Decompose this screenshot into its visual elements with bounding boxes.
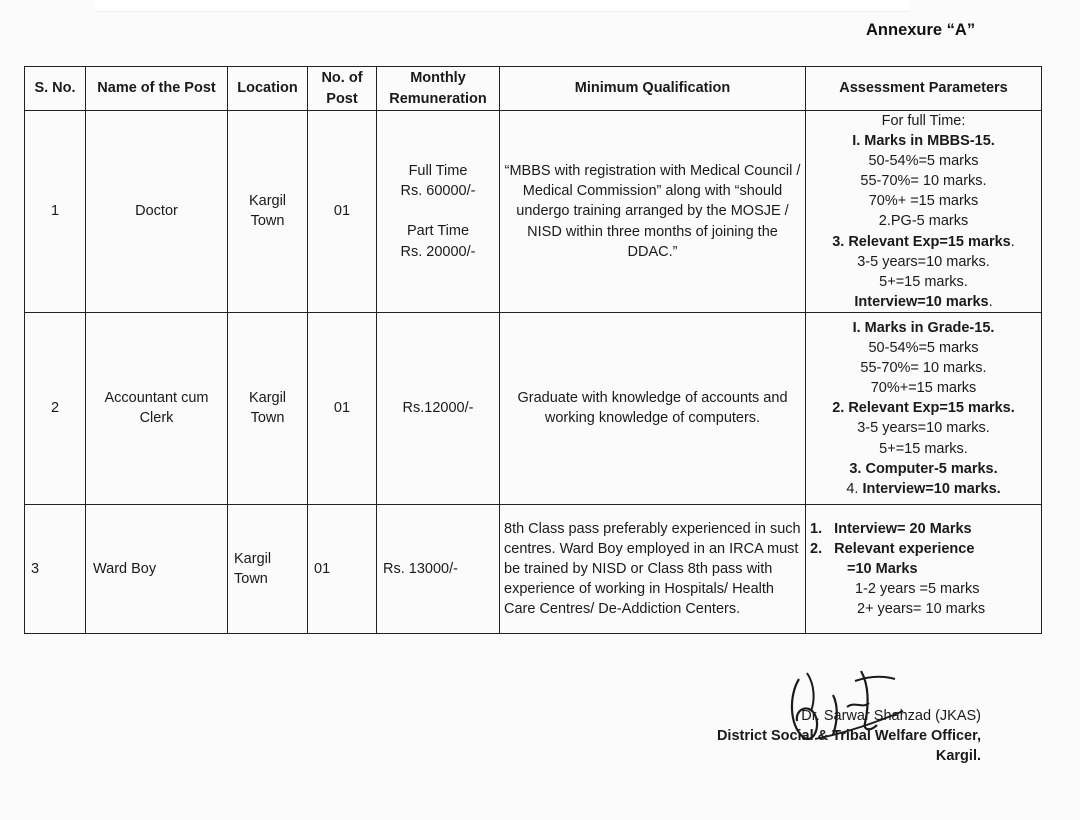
location-line: Town xyxy=(234,570,268,587)
signatory-place: Kargil. xyxy=(935,748,981,764)
assessment-line: I. Marks in Grade-15. xyxy=(852,320,995,337)
cell-qualification: Graduate with knowledge of accounts and working knowledge of computers. xyxy=(500,312,806,504)
cell-count: 01 xyxy=(308,504,377,633)
cell-sno: 1 xyxy=(25,111,86,313)
cell-remuneration: Rs. 13000/- xyxy=(377,504,500,633)
header-remuneration: Monthly Remuneration xyxy=(377,67,500,111)
posts-table xyxy=(24,66,1042,634)
cell-location xyxy=(228,312,308,504)
header-assessment: Assessment Parameters xyxy=(806,67,1042,111)
assessment-line: 3. Relevant Exp=15 marks. xyxy=(832,233,1015,250)
assessment-line: 2. Relevant experience xyxy=(810,540,975,557)
table-row xyxy=(25,312,1042,504)
cell-location xyxy=(228,504,308,633)
header-count: No. of Post xyxy=(308,67,377,111)
cell-qualification: 8th Class pass preferably experienced in such centres. Ward Boy employed in an IRCA must be trained by NISD or Class 8th pass with experience of working in Hospitals/ Health Care Centres/ De-Addiction Centers. xyxy=(500,504,806,633)
remuneration-full-amount: Rs. 60000/- xyxy=(400,183,476,200)
assessment-line: 50-54%=5 marks xyxy=(868,340,979,357)
assessment-line: 5+=15 marks. xyxy=(879,440,968,457)
signatory-details xyxy=(717,706,981,766)
assessment-line: 1. Interview= 20 Marks xyxy=(810,520,972,537)
cell-count: 01 xyxy=(308,111,377,313)
assessment-line: 55-70%= 10 marks. xyxy=(860,173,987,190)
assessment-text: Interview=10 marks xyxy=(854,293,989,310)
assessment-line: 3-5 years=10 marks. xyxy=(857,420,990,437)
annexure-title: Annexure “A” xyxy=(866,21,976,39)
location-line: Town xyxy=(250,213,285,230)
assessment-line: 70%+ =15 marks xyxy=(868,193,979,210)
header-sno: S. No. xyxy=(25,67,86,111)
cell-qualification: “MBBS with registration with Medical Council / Medical Commission” along with “should undergo training arranged by the MOSJE / NISD within three months of joining the DDAC.” xyxy=(500,111,806,313)
location-line: Kargil xyxy=(248,193,287,210)
cell-assessment xyxy=(806,504,1042,633)
assessment-text: Interview=10 marks. xyxy=(862,480,1001,497)
signatory-name: Dr. Sarwar Shahzad (JKAS) xyxy=(801,708,981,724)
assessment-line: 1-2 years =5 marks xyxy=(855,580,980,597)
cell-remuneration: Rs.12000/- xyxy=(377,312,500,504)
spacer xyxy=(381,201,495,221)
assessment-line: 2.PG-5 marks xyxy=(878,213,969,230)
remuneration-full-label: Full Time xyxy=(408,163,468,180)
signature-block xyxy=(690,665,990,775)
assessment-line: 5+=15 marks. xyxy=(879,273,968,290)
location-line: Kargil xyxy=(248,390,287,407)
cell-assessment xyxy=(806,312,1042,504)
assessment-line xyxy=(810,479,1037,499)
assessment-prefix: 4. xyxy=(846,480,863,497)
assessment-line: 50-54%=5 marks xyxy=(868,153,979,170)
assessment-line: Interview=10 marks. xyxy=(854,293,993,310)
cell-sno: 3 xyxy=(25,504,86,633)
cell-post: Accountant cum Clerk xyxy=(86,312,228,504)
assessment-line: 2. Relevant Exp=15 marks. xyxy=(832,400,1015,417)
assessment-line: For full Time: xyxy=(881,113,966,129)
cell-count: 01 xyxy=(308,312,377,504)
remuneration-part-amount: Rs. 20000/- xyxy=(400,243,476,260)
location-line: Kargil xyxy=(234,550,272,567)
cell-assessment xyxy=(806,111,1042,313)
assessment-line: =10 Marks xyxy=(847,560,918,577)
cell-remuneration xyxy=(377,111,500,313)
table-header-row xyxy=(25,67,1042,111)
location-line: Town xyxy=(250,410,285,427)
table-row xyxy=(25,111,1042,313)
cell-post: Doctor xyxy=(86,111,228,313)
cell-sno: 2 xyxy=(25,312,86,504)
header-location: Location xyxy=(228,67,308,111)
top-strip xyxy=(95,0,910,12)
assessment-line: 3. Computer-5 marks. xyxy=(849,460,998,477)
assessment-text: 3. Relevant Exp=15 marks xyxy=(832,233,1011,250)
assessment-line: I. Marks in MBBS-15. xyxy=(852,133,995,150)
assessment-line: 55-70%= 10 marks. xyxy=(860,360,987,377)
assessment-line: 70%+=15 marks xyxy=(870,380,977,397)
assessment-line: 3-5 years=10 marks. xyxy=(857,253,990,270)
cell-post: Ward Boy xyxy=(86,504,228,633)
header-qualification: Minimum Qualification xyxy=(500,67,806,111)
signatory-designation: District Social & Tribal Welfare Officer, xyxy=(716,728,981,744)
assessment-line: 2+ years= 10 marks xyxy=(857,601,986,618)
remuneration-part-label: Part Time xyxy=(406,223,470,240)
header-post: Name of the Post xyxy=(86,67,228,111)
cell-location xyxy=(228,111,308,313)
table-row xyxy=(25,504,1042,633)
